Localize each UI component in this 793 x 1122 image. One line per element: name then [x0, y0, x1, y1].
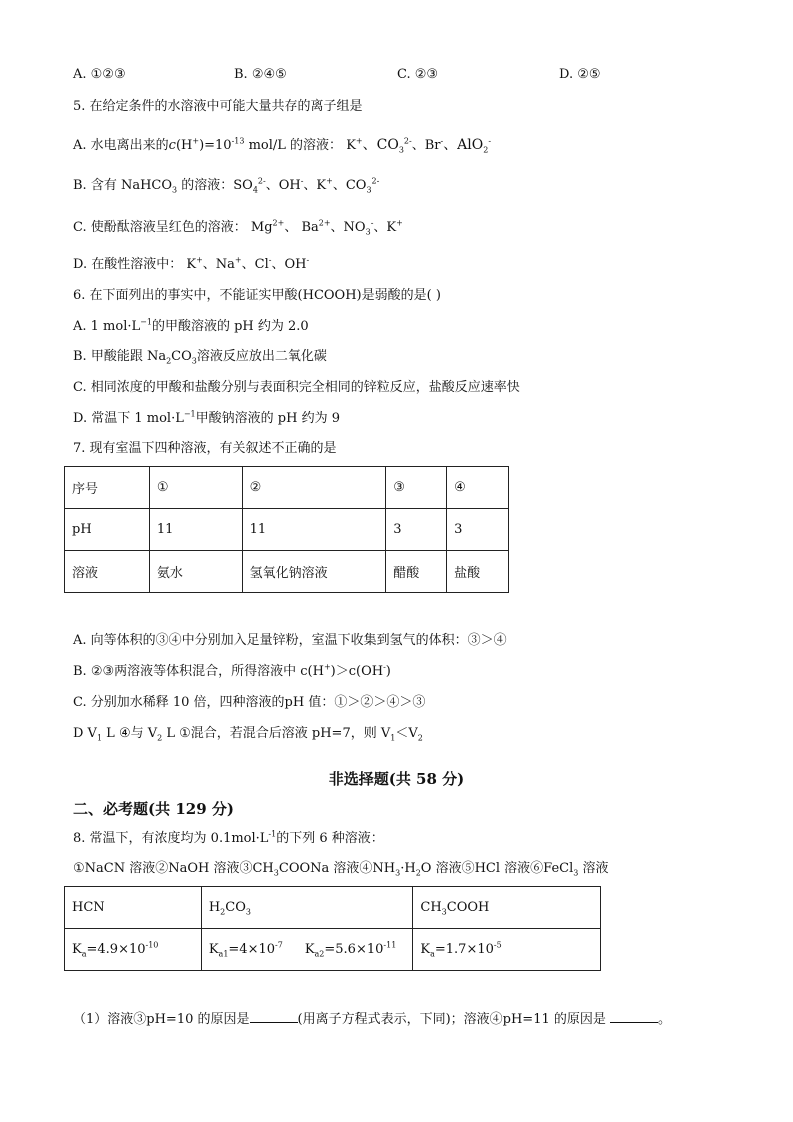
q7-option-d: D $V_1$ L ④与 $V_2$ L ①混合，若混合后溶液 pH=7，则 $V_1<V_2$: [73, 726, 423, 743]
table-row: [65, 467, 509, 509]
table-cell: 氨水: [149, 551, 242, 593]
q5-option-d: D. 在酸性溶液中： K+、Na+、Cl-、OH-: [73, 255, 310, 272]
table-row: [65, 551, 509, 593]
table-cell: ③: [386, 467, 447, 509]
table-cell: pH: [65, 509, 150, 551]
q6-option-d: D. 常温下 1 $mol\cdot L^{-1}$甲酸钠溶液的 pH 约为 9: [73, 409, 340, 426]
q5-option-b: B. 含有 NaHCO$_3$ 的溶液：$SO_4^{2-}$、OH-、K+、$CO_3^{2-}$: [73, 176, 380, 195]
q7-option-c: C. 分别加水稀释 10 倍，四种溶液的pH 值：①＞②＞④＞③: [73, 695, 426, 710]
q6-option-c: C. 相同浓度的甲酸和盐酸分别与表面积完全相同的锌粒反应，盐酸反应速率快: [73, 380, 520, 395]
q6-option-b: B. 甲酸能跟 $Na_2CO_3$溶液反应放出二氧化碳: [73, 349, 327, 366]
table-cell: 序号: [65, 467, 150, 509]
table-row: [65, 887, 601, 929]
table-cell: 氢氧化钠溶液: [242, 551, 386, 593]
table-cell: $K_a=4.9\times 10^{-10}$: [65, 929, 202, 971]
table-cell: $K_a=1.7\times 10^{-5}$: [413, 929, 601, 971]
table-cell: 溶液: [65, 551, 150, 593]
q4-option-d: D. ②⑤: [559, 67, 601, 82]
part2-title: 非选择题(共 58 分): [328, 770, 465, 788]
table-cell: $K_{a1}=4\times 10^{-7}$ $K_{a2}=5.6\times 10^{-11}$: [201, 929, 413, 971]
table-cell: 3: [447, 509, 509, 551]
q5-option-a: A. 水电离出来的$c(H^+)=10^{-13}$ mol/L 的溶液： K+、$CO_3^{2-}$、Br-、AlO$_2$-: [73, 136, 492, 155]
q7-stem: 7. 现有室温下四种溶液，有关叙述不正确的是: [73, 441, 337, 456]
q4-option-a: A. ①②③: [73, 67, 126, 82]
q8-stem: 8. 常温下，有浓度均为 $0.1mol\cdot L^{-1}$的下列 6 种溶液：: [73, 829, 384, 846]
q5-stem: 5. 在给定条件的水溶液中可能大量共存的离子组是: [73, 99, 363, 114]
q6-stem: 6. 在下面列出的事实中，不能证实甲酸(HCOOH)是弱酸的是( ): [73, 288, 441, 303]
table-cell: 盐酸: [447, 551, 509, 593]
table-cell: 11: [149, 509, 242, 551]
table-row: [65, 929, 601, 971]
q7-table: [64, 466, 509, 593]
answer-blank-2[interactable]: [610, 1010, 658, 1023]
answer-blank-1[interactable]: [250, 1010, 298, 1023]
q5-option-c: C. 使酚酞溶液呈红色的溶液： $Mg^{2+}$、 $Ba^{2+}$、$NO_3^-$、K+: [73, 218, 403, 237]
table-cell: ④: [447, 467, 509, 509]
q6-option-a: A. 1 $mol\cdot L^{-1}$的甲酸溶液的 pH 约为 2.0: [73, 317, 309, 334]
q8-subquestion-1: （1）溶液③pH=10 的原因是 (用离子方程式表示，下同)；溶液④pH=11 的原因是 。: [73, 1012, 672, 1027]
table-cell: ②: [242, 467, 386, 509]
section-title: 二、必考题(共 129 分): [73, 800, 234, 818]
table-cell: HCN: [65, 887, 202, 929]
q4-option-c: C. ②③: [397, 67, 439, 82]
q8-ka-table: [64, 886, 601, 971]
q4-option-b: B. ②④⑤: [234, 67, 287, 82]
q7-option-b: B. ②③两溶液等体积混合，所得溶液中 c(H+)＞c(OH-): [73, 662, 391, 679]
q8-solution-list: ①NaCN 溶液②NaOH 溶液$③CH_3COONa$ 溶液$④NH_3\cdot H_2O$ 溶液⑤HCl 溶液⑥FeCl$_3$ 溶液: [73, 861, 609, 878]
table-cell: $H_2CO_3$: [201, 887, 413, 929]
q7-option-a: A. 向等体积的③④中分别加入足量锌粉，室温下收集到氢气的体积：③＞④: [73, 633, 507, 648]
table-cell: $CH_3COOH$: [413, 887, 601, 929]
table-cell: 3: [386, 509, 447, 551]
table-cell: 醋酸: [386, 551, 447, 593]
table-row: [65, 509, 509, 551]
table-cell: 11: [242, 509, 386, 551]
table-cell: ①: [149, 467, 242, 509]
